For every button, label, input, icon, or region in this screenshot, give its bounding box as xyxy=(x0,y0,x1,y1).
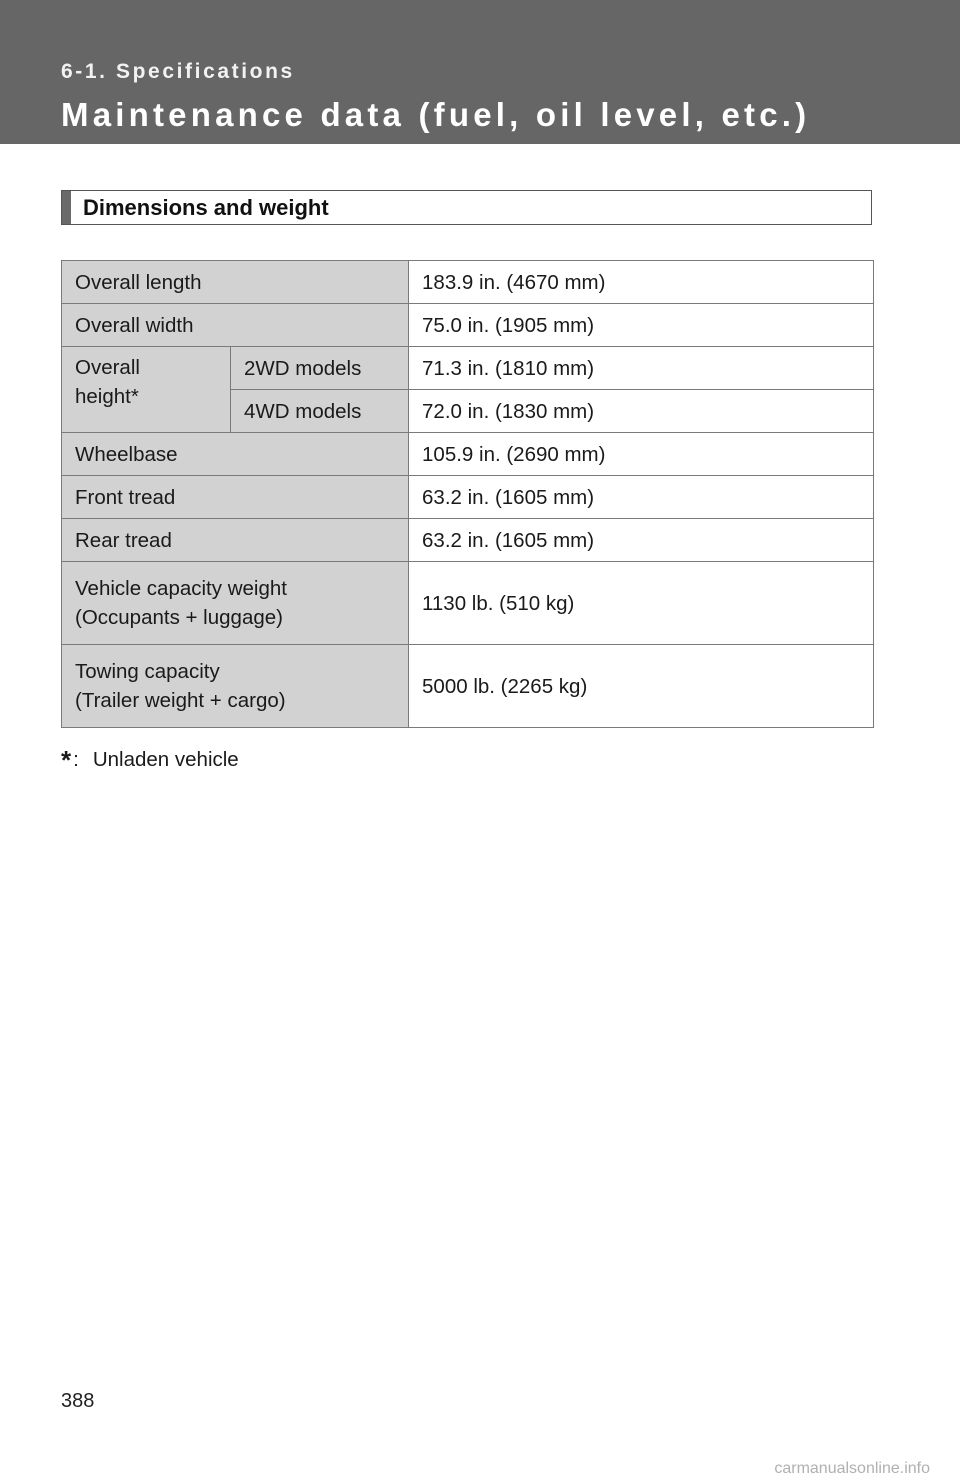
page-header xyxy=(0,0,960,144)
table-row xyxy=(62,304,874,347)
towing-capacity-label-line2: (Trailer weight + cargo) xyxy=(75,689,286,712)
row-label-vehicle-capacity xyxy=(62,562,409,645)
row-label-overall-width: Overall width xyxy=(62,304,409,347)
towing-capacity-label-line1: Towing capacity xyxy=(75,660,220,683)
table-row xyxy=(62,476,874,519)
row-label-overall-length: Overall length xyxy=(62,261,409,304)
row-label-overall-height xyxy=(62,347,231,433)
section-heading-bar xyxy=(62,191,71,224)
row-value-2wd: 71.3 in. (1810 mm) xyxy=(409,347,874,390)
table-row xyxy=(62,645,874,728)
row-value-towing-capacity: 5000 lb. (2265 kg) xyxy=(409,645,874,728)
chapter-label: 6-1. Specifications xyxy=(61,60,295,83)
vehicle-capacity-label-line2: (Occupants + luggage) xyxy=(75,606,283,629)
row-value-overall-length: 183.9 in. (4670 mm) xyxy=(409,261,874,304)
footnote-marker: * xyxy=(61,745,72,775)
table-row xyxy=(62,519,874,562)
table-row xyxy=(62,433,874,476)
row-value-overall-width: 75.0 in. (1905 mm) xyxy=(409,304,874,347)
table-row xyxy=(62,562,874,645)
row-label-front-tread: Front tread xyxy=(62,476,409,519)
row-sublabel-4wd: 4WD models xyxy=(231,390,409,433)
page-title: Maintenance data (fuel, oil level, etc.) xyxy=(61,96,811,133)
row-value-vehicle-capacity: 1130 lb. (510 kg) xyxy=(409,562,874,645)
row-value-wheelbase: 105.9 in. (2690 mm) xyxy=(409,433,874,476)
row-sublabel-2wd: 2WD models xyxy=(231,347,409,390)
section-heading-text: Dimensions and weight xyxy=(83,195,329,220)
row-value-rear-tread: 63.2 in. (1605 mm) xyxy=(409,519,874,562)
vehicle-capacity-label-line1: Vehicle capacity weight xyxy=(75,577,287,600)
watermark: carmanualsonline.info xyxy=(774,1460,930,1477)
page-number: 388 xyxy=(61,1390,95,1412)
row-value-front-tread: 63.2 in. (1605 mm) xyxy=(409,476,874,519)
table-row xyxy=(62,347,874,390)
footnote xyxy=(61,745,239,776)
row-label-wheelbase: Wheelbase xyxy=(62,433,409,476)
table-row xyxy=(62,261,874,304)
row-value-4wd: 72.0 in. (1830 mm) xyxy=(409,390,874,433)
specifications-table xyxy=(61,260,874,728)
row-label-towing-capacity xyxy=(62,645,409,728)
footnote-separator: : xyxy=(73,748,79,771)
overall-height-label-line2: height* xyxy=(75,385,139,408)
overall-height-label-line1: Overall xyxy=(75,356,140,379)
row-label-rear-tread: Rear tread xyxy=(62,519,409,562)
section-heading xyxy=(61,190,872,225)
footnote-text: Unladen vehicle xyxy=(92,748,239,771)
